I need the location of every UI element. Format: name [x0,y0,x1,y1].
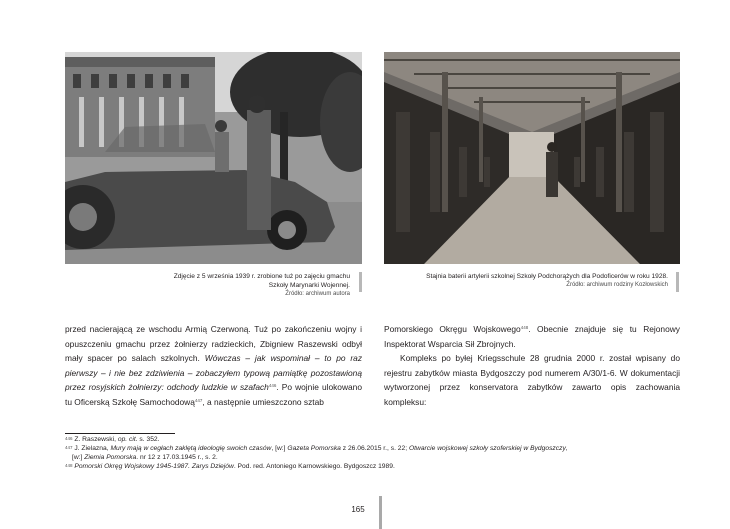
text-run: Gazeta Pomorska [287,445,341,452]
text-run: . Pod. red. Antoniego Karnowskiego. Bydgoszcz 1989. [233,463,395,470]
text-run: . Po wojnie ulokowano tu Oficerską Szkołę Samochodową [65,382,362,407]
text-run: Pomorskiego Okręgu Wojskowego [384,324,521,334]
page-number: 165 [351,505,365,514]
footnote-number: 448 [65,463,73,468]
photo-left-caption-line1: Zdjęcie z 5 września 1939 r. zrobione tuż po zajęciu gmachu [173,273,350,280]
photo-right-caption-line1: Stajnia baterii artylerii szkolnej Szkoły Podchorążych dla Podoficerów w roku 1928. [426,273,668,280]
footnote-ref-447: 447 [194,397,203,403]
text-run: przed nacierającą ze wschodu Armią Czerwoną. Tuż po zakończeniu wojny i opuszczeniu gmachu przez żołnierzy radzieckich, Zbigniew Raszewski odbył mały spacer po salach szkolnych. [65,324,362,363]
photo-left-source: Źródło: archiwum autora [285,291,350,297]
paragraph [65,322,362,409]
text-run: Ziemia Pomorska [84,454,137,461]
body-text-right-column [384,322,680,409]
text-run: s. 352. [137,436,160,443]
paragraph [384,322,680,351]
text-run: Pomorski Okręg Wojskowy 1945-1987. Zarys Dziejów [74,463,234,470]
text-run: , [w:] [271,445,288,452]
footnote-ref-448: 448 [520,325,529,330]
paragraph: Kompleks po byłej Kriegsschule 28 grudnia 2000 r. został wpisany do rejestru zabytków miasta Bydgoszczy pod numerem A/30/1-6. W dokumentacji wytworzonej przez konservatora zabytków zawarto opis zachowania kompleksu: [384,353,680,407]
text-run: z 26.06.2015 r., s. 22; [340,445,409,452]
text-run: . Obecnie znajduje się tu Rejonowy Inspektorat Wsparcia Sił Zbrojnych. [384,324,680,349]
photo-right-caption [384,272,668,290]
footnote-separator [65,433,175,434]
quote-text: Wówczas – jak wspominał – to po raz pierwszy – i nie bez zdziwienia – zobaczyłem typową pamiątkę pozostawioną przez rosyjskich żołnierzy: odchody ludzkie w szafach [65,353,363,392]
footnote-447-cont [72,453,218,462]
text-run: , a następnie umieszczono sztab [202,396,324,407]
photo-stable-1928 [384,52,680,264]
footnote-ref-446: 446 [268,383,277,388]
text-run: Otwarcie wojskowej szkoły szoferskiej w Bydgoszczy [408,445,566,452]
caption-marker-left [359,272,362,292]
footnote-448 [65,462,395,471]
photo-car-1939 [65,52,362,264]
body-text-left-column [65,322,362,409]
text-run: . nr 12 z 17.03.1945 r., s. 2. [136,454,218,461]
text-run: J. Zielazna, [74,445,111,452]
text-run: [w:] [72,454,85,461]
text-run: op. cit. [117,436,138,443]
text-run: , [565,445,568,452]
page-number-marker [379,496,382,529]
footnote-446 [65,435,160,444]
text-run: Mury mają w cegłach zaklętą ideologię swoich czasów [110,445,272,452]
caption-marker-right [676,272,679,292]
text-run: Z. Raszewski, [74,436,118,443]
footnote-number: 446 [65,436,73,441]
photo-left-caption [100,272,350,299]
footnote-447 [65,444,568,453]
photo-right-source: Źródło: archiwum rodziny Kozłowskich [566,282,668,288]
footnote-number: 447 [65,445,73,450]
photo-left-caption-line2: Szkoły Marynarki Wojennej. [268,282,350,289]
